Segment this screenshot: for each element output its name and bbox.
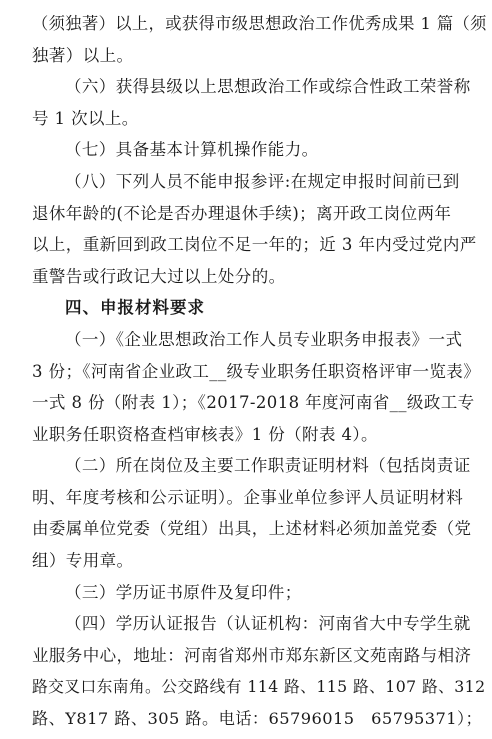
text-line: （七）具备基本计算机操作能力。 bbox=[65, 140, 319, 159]
text-line: （八）下列人员不能申报参评:在规定申报时间前已到 bbox=[65, 172, 460, 191]
text-line: （三）学历证书原件及复印件； bbox=[65, 583, 302, 602]
text-line: （六）获得县级以上思想政治工作或综合性政工荣誉称 bbox=[65, 77, 471, 96]
text-line: 号 1 次以上。 bbox=[32, 109, 139, 128]
text-line: 以上，重新回到政工岗位不足一年的；近 3 年内受过党内严 bbox=[32, 235, 477, 254]
text-line: 业职务任职资格查档审核表》1 份（附表 4）。 bbox=[32, 425, 378, 444]
text-line: （一）《企业思想政治工作人员专业职务申报表》一式 bbox=[65, 330, 463, 349]
text-line: 业服务中心，地址：河南省郑州市郑东新区文苑南路与相济 bbox=[32, 646, 472, 665]
text-line: 路、Y817 路、305 路。电话：65796015 65795371）； bbox=[32, 709, 483, 728]
text-line: 独著）以上。 bbox=[32, 46, 134, 65]
text-line: 一式 8 份（附表 1）；《2017-2018 年度河南省__级政工专 bbox=[32, 393, 475, 412]
text-line: （四）学历认证报告（认证机构：河南省大中专学生就 bbox=[65, 614, 471, 633]
text-line: 组）专用章。 bbox=[32, 551, 134, 570]
text-line: 路交叉口东南角。公交路线有 114 路、115 路、107 路、312 bbox=[32, 677, 486, 696]
text-line: （二）所在岗位及主要工作职责证明材料（包括岗责证 bbox=[65, 456, 471, 475]
text-line: 退休年龄的(不论是否办理退休手续)；离开政工岗位两年 bbox=[32, 204, 452, 223]
section-heading: 四、申报材料要求 bbox=[65, 298, 205, 317]
text-line: 由委属单位党委（党组）出具，上述材料必须加盖党委（党 bbox=[32, 519, 472, 538]
text-line: 明、年度考核和公示证明）。企事业单位参评人员证明材料 bbox=[32, 488, 464, 507]
text-line: 重警告或行政记大过以上处分的。 bbox=[32, 267, 286, 286]
text-line: （须独著）以上，或获得市级思想政治工作优秀成果 1 篇（须 bbox=[32, 14, 487, 33]
text-line: 3 份；《河南省企业政工__级专业职务任职资格评审一览表》 bbox=[32, 362, 481, 381]
